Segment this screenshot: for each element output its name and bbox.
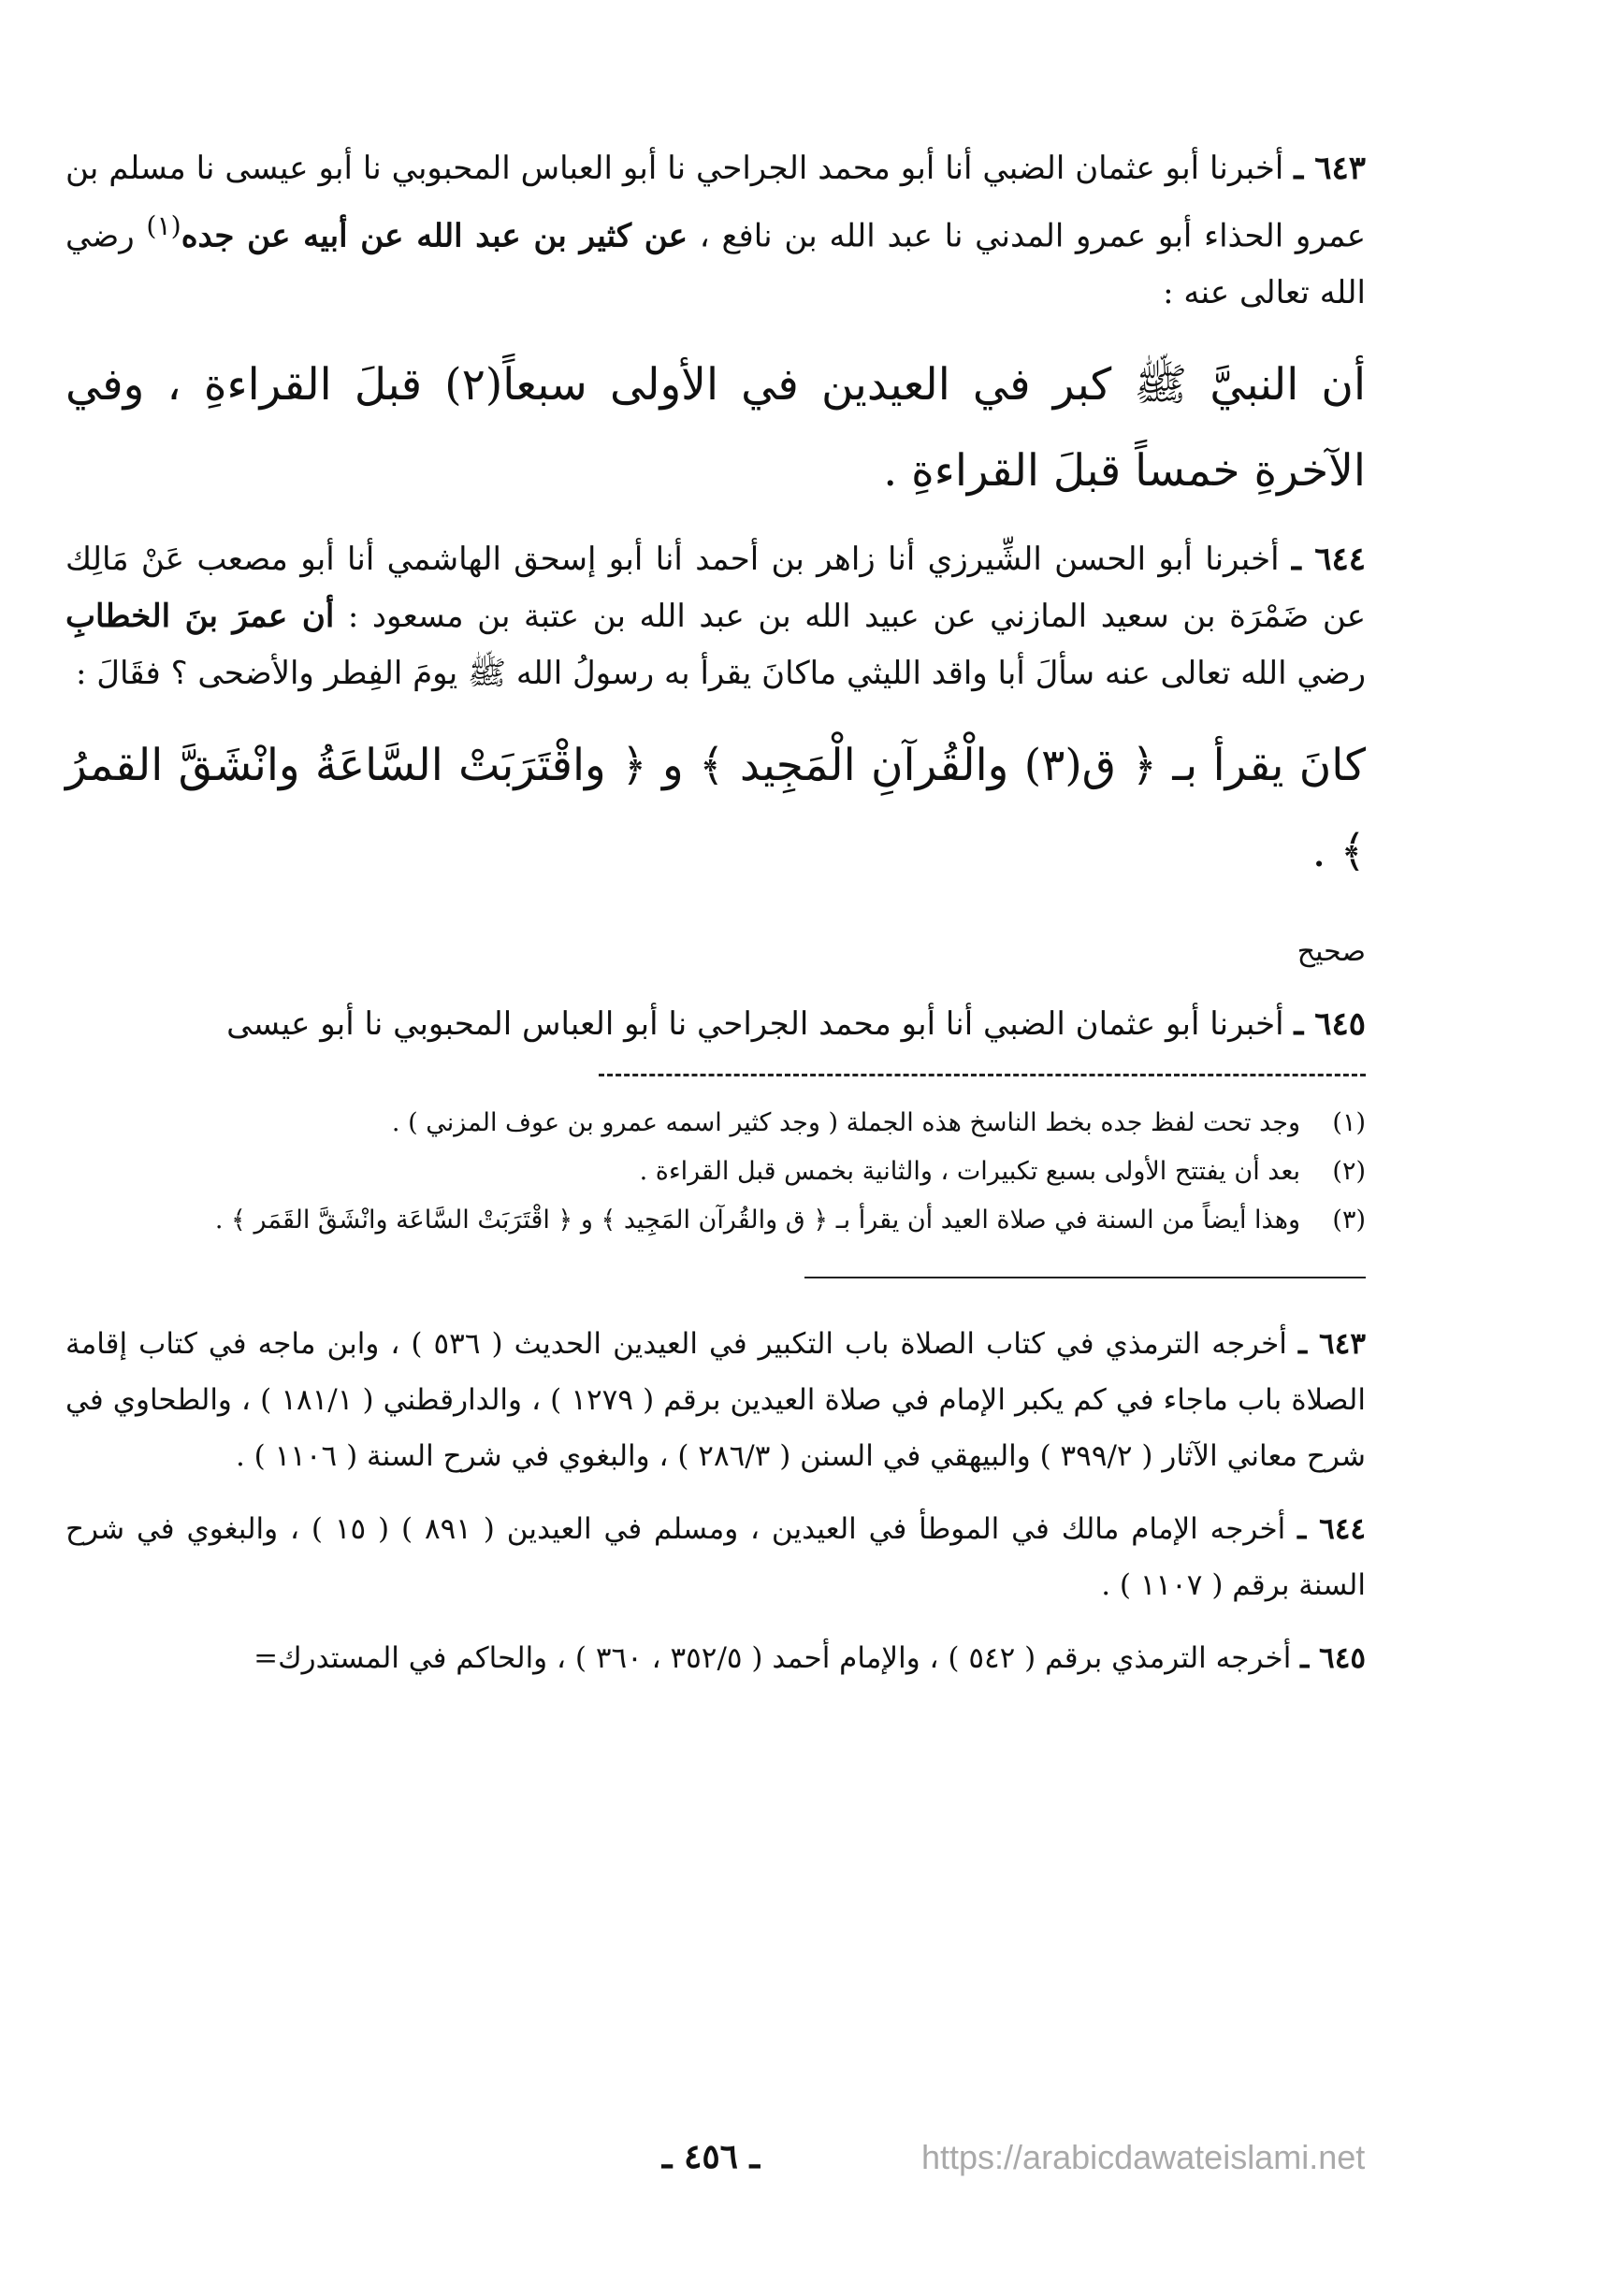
footnote-item bbox=[65, 1148, 1366, 1196]
footnote-ref: (١) bbox=[146, 210, 181, 241]
isnad-text: أخبرنا أبو الحسن الشِّيرزي أنا زاهر بن أحمد أنا أبو إسحق الهاشمي أنا أبو مصعب عَنْ مَالِك عن ضَمْرَة بن سعيد المازني عن عبيد الله بن عبد الله بن عتبة بن مسعود : bbox=[65, 541, 1367, 636]
footnote-text: بعد أن يفتتح الأولى بسبع تكبيرات ، والثانية بخمس قبل القراءة . bbox=[639, 1157, 1300, 1187]
hadith-grade: صحيح bbox=[1297, 935, 1366, 969]
hadith-text-644: كانَ يقرأ بـ ﴿ ق(٣) والْقُرآنِ الْمَجِيد ﴾ و ﴿ واقْتَرَبَتْ السَّاعَةُ وانْشَقَّ القمرُ ﴾ . bbox=[65, 740, 1367, 878]
narration-number: ٦٤٤ ـ bbox=[1291, 541, 1366, 579]
narration-number: ٦٤٣ ـ bbox=[1294, 150, 1366, 187]
isnad-text: أخبرنا أبو عثمان الضبي أنا أبو محمد الجراحي نا أبو العباس المحبوبي نا أبو عيسى نا مسلم بن عمرو الحذاء أبو عمرو المدني نا عبد الله بن نافع ، bbox=[65, 150, 1367, 255]
watermark-url: https://arabicdawateislami.net bbox=[921, 2138, 1366, 2176]
isnad-text: رضي الله تعالى عنه سألَ أبا واقد الليثي ماكانَ يقرأ به رسولُ الله ﷺ يومَ الفِطر والأضحى ؟ فقَالَ : bbox=[75, 655, 1366, 693]
takhrij-text: أخرجه الترمذي في كتاب الصلاة باب التكبير في العيدين الحديث ( ٥٣٦ ) ، وابن ماجه في كتاب إقامة الصلاة باب ماجاء في كم يكبر الإمام في صلاة العيدين برقم ( ١٢٧٩ ) ، والدارقطني ( ١٨١/١ ) ، والطحاوي في شرح معاني الآثار ( ٣٩٩/٢ ) والبيهقي في السنن ( ٢٨٦/٣ ) ، والبغوي في شرح السنة ( ١١٠٦ ) . bbox=[65, 1327, 1366, 1474]
takhrij-number: ٦٤٣ ـ bbox=[1297, 1327, 1366, 1362]
takhrij-item bbox=[65, 1316, 1366, 1484]
isnad-text: أخبرنا أبو عثمان الضبي أنا أبو محمد الجراحي نا أبو العباس المحبوبي نا أبو عيسى bbox=[226, 1005, 1284, 1044]
takhrij-text: أخرجه الترمذي برقم ( ٥٤٢ ) ، والإمام أحمد ( ٣٥٢/٥ ، ٣٦٠ ) ، والحاكم في المستدرك= bbox=[254, 1641, 1292, 1676]
footnote-item bbox=[65, 1099, 1366, 1148]
narration-645 bbox=[65, 996, 1366, 1053]
takhrij-item bbox=[65, 1501, 1366, 1613]
footnote-item bbox=[65, 1196, 1366, 1245]
takhrij-number: ٦٤٤ ـ bbox=[1297, 1512, 1367, 1547]
footnote-text: وهذا أيضاً من السنة في صلاة العيد أن يقرأ بـ ﴿ ق والقُرآن المَجِيد ﴾ و ﴿ اقْتَرَبَتْ السَّاعَة وانْشَقَّ القَمَر ﴾ . bbox=[214, 1206, 1300, 1235]
isnad-bold-text: أن عمرَ بنَ الخطابِ bbox=[65, 598, 335, 636]
takhrij-item bbox=[65, 1630, 1366, 1686]
narration-number: ٦٤٥ ـ bbox=[1294, 1005, 1366, 1044]
takhrij-section bbox=[65, 1316, 1366, 1686]
page-number: ـ ٤٥٦ ـ bbox=[661, 2137, 761, 2176]
isnad-text: رضي الله تعالى عنه : bbox=[65, 217, 1366, 312]
footnote-number: (٣) bbox=[1332, 1206, 1366, 1235]
takhrij-number: ٦٤٥ ـ bbox=[1300, 1641, 1366, 1676]
footnote-separator bbox=[599, 1074, 1366, 1076]
isnad-bold-text: عن كثير بن عبد الله عن أبيه عن جده bbox=[181, 217, 688, 255]
takhrij-separator bbox=[804, 1277, 1366, 1278]
hadith-text-643: أن النبيَّ ﷺ كبر في العيدين في الأولى سبعاً(٢) قبلَ القراءةِ ، وفي الآخرةِ خمساً قبلَ القراءةِ . bbox=[65, 359, 1366, 498]
footnote-text: وجد تحت لفظ جده بخط الناسخ هذه الجملة ( وجد كثير اسمه عمرو بن عوف المزني ) . bbox=[391, 1108, 1300, 1138]
narration-644 bbox=[65, 531, 1366, 702]
footnote-number: (٢) bbox=[1332, 1157, 1366, 1187]
page-body bbox=[65, 140, 1366, 1703]
narration-643 bbox=[65, 140, 1366, 322]
footnote-number: (١) bbox=[1332, 1108, 1366, 1138]
footnotes bbox=[65, 1099, 1366, 1245]
takhrij-text: أخرجه الإمام مالك في الموطأ في العيدين ، ومسلم في العيدين ( ٨٩١ ) ( ١٥ ) ، والبغوي في شرح السنة برقم ( ١١٠٧ ) . bbox=[65, 1512, 1366, 1603]
